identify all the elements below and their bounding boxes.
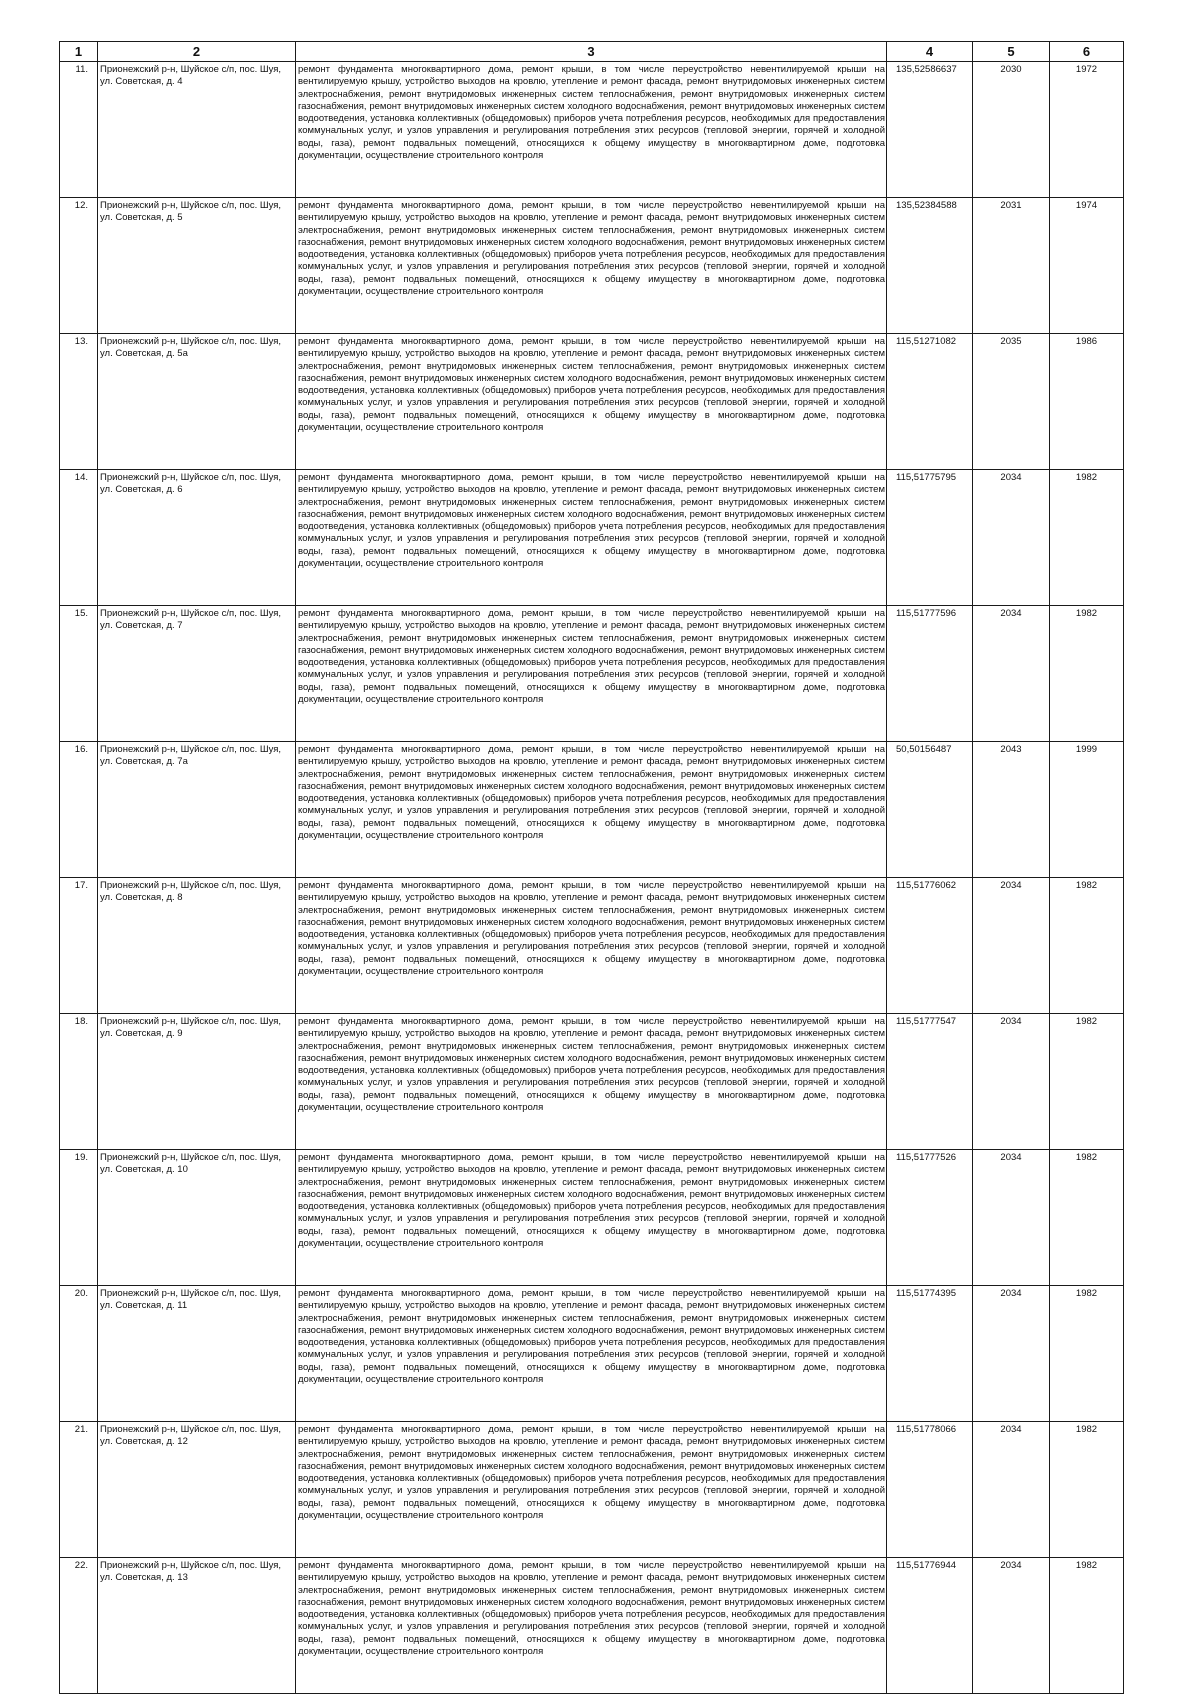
row-year-built: 1982 bbox=[1050, 606, 1124, 742]
row-year-plan: 2034 bbox=[973, 1558, 1050, 1694]
row-works: ремонт фундамента многоквартирного дома, ремонт крыши, в том числе переустройство невентилируемой крыши на вентилируемую крышу, устройство выходов на кровлю, утепление и ремонт фасада, ремонт внутридомовых инженерных систем электроснабжения, ремонт внутридомовых инженерных систем теплоснабжения, ремонт внутридомовых инженерных систем газоснабжения, ремонт внутридомовых инженерных систем холодного водоснабжения, ремонт внутридомовых инженерных систем водоотведения, установка коллективных (общедомовых) приборов учета потребления ресурсов, необходимых для предоставления коммунальных услуг, и узлов управления и регулирования потребления этих ресурсов (тепловой энергии, горячей и холодной воды, газа), ремонт подвальных помещений, относящихся к общему имуществу в многоквартирном доме, подготовка документации, осуществление строительного контроля bbox=[296, 334, 887, 470]
row-works: ремонт фундамента многоквартирного дома, ремонт крыши, в том числе переустройство невентилируемой крыши на вентилируемую крышу, устройство выходов на кровлю, утепление и ремонт фасада, ремонт внутридомовых инженерных систем электроснабжения, ремонт внутридомовых инженерных систем теплоснабжения, ремонт внутридомовых инженерных систем газоснабжения, ремонт внутридомовых инженерных систем холодного водоснабжения, ремонт внутридомовых инженерных систем водоотведения, установка коллективных (общедомовых) приборов учета потребления ресурсов, необходимых для предоставления коммунальных услуг, и узлов управления и регулирования потребления этих ресурсов (тепловой энергии, горячей и холодной воды, газа), ремонт подвальных помещений, относящихся к общему имуществу в многоквартирном доме, подготовка документации, осуществление строительного контроля bbox=[296, 742, 887, 878]
row-address: Прионежский р-н, Шуйское с/п, пос. Шуя, ул. Советская, д. 8 bbox=[98, 878, 296, 1014]
row-year-built: 1982 bbox=[1050, 1286, 1124, 1422]
row-year-plan: 2034 bbox=[973, 1422, 1050, 1558]
row-value: 115,51271082 bbox=[887, 334, 973, 470]
row-year-plan: 2034 bbox=[973, 1286, 1050, 1422]
row-year-plan: 2034 bbox=[973, 1150, 1050, 1286]
table-row bbox=[60, 334, 1124, 470]
row-value: 135,52586637 bbox=[887, 62, 973, 198]
row-number: 22. bbox=[60, 1558, 98, 1694]
row-year-plan: 2034 bbox=[973, 606, 1050, 742]
row-works: ремонт фундамента многоквартирного дома, ремонт крыши, в том числе переустройство невентилируемой крыши на вентилируемую крышу, устройство выходов на кровлю, утепление и ремонт фасада, ремонт внутридомовых инженерных систем электроснабжения, ремонт внутридомовых инженерных систем теплоснабжения, ремонт внутридомовых инженерных систем газоснабжения, ремонт внутридомовых инженерных систем холодного водоснабжения, ремонт внутридомовых инженерных систем водоотведения, установка коллективных (общедомовых) приборов учета потребления ресурсов, необходимых для предоставления коммунальных услуг, и узлов управления и регулирования потребления этих ресурсов (тепловой энергии, горячей и холодной воды, газа), ремонт подвальных помещений, относящихся к общему имуществу в многоквартирном доме, подготовка документации, осуществление строительного контроля bbox=[296, 470, 887, 606]
table-body bbox=[60, 62, 1124, 1694]
row-year-plan: 2035 bbox=[973, 334, 1050, 470]
row-address: Прионежский р-н, Шуйское с/п, пос. Шуя, ул. Советская, д. 12 bbox=[98, 1422, 296, 1558]
row-address: Прионежский р-н, Шуйское с/п, пос. Шуя, ул. Советская, д. 13 bbox=[98, 1558, 296, 1694]
row-works: ремонт фундамента многоквартирного дома, ремонт крыши, в том числе переустройство невентилируемой крыши на вентилируемую крышу, устройство выходов на кровлю, утепление и ремонт фасада, ремонт внутридомовых инженерных систем электроснабжения, ремонт внутридомовых инженерных систем теплоснабжения, ремонт внутридомовых инженерных систем газоснабжения, ремонт внутридомовых инженерных систем холодного водоснабжения, ремонт внутридомовых инженерных систем водоотведения, установка коллективных (общедомовых) приборов учета потребления ресурсов, необходимых для предоставления коммунальных услуг, и узлов управления и регулирования потребления этих ресурсов (тепловой энергии, горячей и холодной воды, газа), ремонт подвальных помещений, относящихся к общему имуществу в многоквартирном доме, подготовка документации, осуществление строительного контроля bbox=[296, 198, 887, 334]
row-year-built: 1982 bbox=[1050, 1422, 1124, 1558]
row-year-plan: 2031 bbox=[973, 198, 1050, 334]
row-value: 135,52384588 bbox=[887, 198, 973, 334]
row-number: 21. bbox=[60, 1422, 98, 1558]
table-header bbox=[60, 42, 1124, 62]
header-row bbox=[60, 42, 1124, 62]
row-works: ремонт фундамента многоквартирного дома, ремонт крыши, в том числе переустройство невентилируемой крыши на вентилируемую крышу, устройство выходов на кровлю, утепление и ремонт фасада, ремонт внутридомовых инженерных систем электроснабжения, ремонт внутридомовых инженерных систем теплоснабжения, ремонт внутридомовых инженерных систем газоснабжения, ремонт внутридомовых инженерных систем холодного водоснабжения, ремонт внутридомовых инженерных систем водоотведения, установка коллективных (общедомовых) приборов учета потребления ресурсов, необходимых для предоставления коммунальных услуг, и узлов управления и регулирования потребления этих ресурсов (тепловой энергии, горячей и холодной воды, газа), ремонт подвальных помещений, относящихся к общему имуществу в многоквартирном доме, подготовка документации, осуществление строительного контроля bbox=[296, 878, 887, 1014]
row-number: 15. bbox=[60, 606, 98, 742]
row-year-plan: 2030 bbox=[973, 62, 1050, 198]
row-value: 50,50156487 bbox=[887, 742, 973, 878]
row-year-built: 1982 bbox=[1050, 878, 1124, 1014]
row-number: 16. bbox=[60, 742, 98, 878]
row-number: 13. bbox=[60, 334, 98, 470]
row-value: 115,51777526 bbox=[887, 1150, 973, 1286]
row-address: Прионежский р-н, Шуйское с/п, пос. Шуя, ул. Советская, д. 9 bbox=[98, 1014, 296, 1150]
header-col-3: 3 bbox=[296, 42, 887, 62]
table-row bbox=[60, 878, 1124, 1014]
table-row bbox=[60, 1150, 1124, 1286]
row-number: 20. bbox=[60, 1286, 98, 1422]
row-value: 115,51776062 bbox=[887, 878, 973, 1014]
header-col-1: 1 bbox=[60, 42, 98, 62]
row-address: Прионежский р-н, Шуйское с/п, пос. Шуя, ул. Советская, д. 4 bbox=[98, 62, 296, 198]
row-year-plan: 2034 bbox=[973, 470, 1050, 606]
row-works: ремонт фундамента многоквартирного дома, ремонт крыши, в том числе переустройство невентилируемой крыши на вентилируемую крышу, устройство выходов на кровлю, утепление и ремонт фасада, ремонт внутридомовых инженерных систем электроснабжения, ремонт внутридомовых инженерных систем теплоснабжения, ремонт внутридомовых инженерных систем газоснабжения, ремонт внутридомовых инженерных систем холодного водоснабжения, ремонт внутридомовых инженерных систем водоотведения, установка коллективных (общедомовых) приборов учета потребления ресурсов, необходимых для предоставления коммунальных услуг, и узлов управления и регулирования потребления этих ресурсов (тепловой энергии, горячей и холодной воды, газа), ремонт подвальных помещений, относящихся к общему имуществу в многоквартирном доме, подготовка документации, осуществление строительного контроля bbox=[296, 1014, 887, 1150]
row-year-built: 1982 bbox=[1050, 1014, 1124, 1150]
table-row bbox=[60, 470, 1124, 606]
row-number: 11. bbox=[60, 62, 98, 198]
row-year-plan: 2034 bbox=[973, 878, 1050, 1014]
row-value: 115,51774395 bbox=[887, 1286, 973, 1422]
table-row bbox=[60, 742, 1124, 878]
row-works: ремонт фундамента многоквартирного дома, ремонт крыши, в том числе переустройство невентилируемой крыши на вентилируемую крышу, устройство выходов на кровлю, утепление и ремонт фасада, ремонт внутридомовых инженерных систем электроснабжения, ремонт внутридомовых инженерных систем теплоснабжения, ремонт внутридомовых инженерных систем газоснабжения, ремонт внутридомовых инженерных систем холодного водоснабжения, ремонт внутридомовых инженерных систем водоотведения, установка коллективных (общедомовых) приборов учета потребления ресурсов, необходимых для предоставления коммунальных услуг, и узлов управления и регулирования потребления этих ресурсов (тепловой энергии, горячей и холодной воды, газа), ремонт подвальных помещений, относящихся к общему имуществу в многоквартирном доме, подготовка документации, осуществление строительного контроля bbox=[296, 1150, 887, 1286]
row-year-built: 1972 bbox=[1050, 62, 1124, 198]
row-value: 115,51775795 bbox=[887, 470, 973, 606]
header-col-6: 6 bbox=[1050, 42, 1124, 62]
row-address: Прионежский р-н, Шуйское с/п, пос. Шуя, ул. Советская, д. 10 bbox=[98, 1150, 296, 1286]
row-number: 17. bbox=[60, 878, 98, 1014]
row-year-plan: 2034 bbox=[973, 1014, 1050, 1150]
row-value: 115,51777596 bbox=[887, 606, 973, 742]
row-address: Прионежский р-н, Шуйское с/п, пос. Шуя, ул. Советская, д. 7 bbox=[98, 606, 296, 742]
table-row bbox=[60, 62, 1124, 198]
row-address: Прионежский р-н, Шуйское с/п, пос. Шуя, ул. Советская, д. 7а bbox=[98, 742, 296, 878]
table-row bbox=[60, 1286, 1124, 1422]
row-year-built: 1999 bbox=[1050, 742, 1124, 878]
header-col-4: 4 bbox=[887, 42, 973, 62]
row-year-plan: 2043 bbox=[973, 742, 1050, 878]
table-row bbox=[60, 606, 1124, 742]
row-works: ремонт фундамента многоквартирного дома, ремонт крыши, в том числе переустройство невентилируемой крыши на вентилируемую крышу, устройство выходов на кровлю, утепление и ремонт фасада, ремонт внутридомовых инженерных систем электроснабжения, ремонт внутридомовых инженерных систем теплоснабжения, ремонт внутридомовых инженерных систем газоснабжения, ремонт внутридомовых инженерных систем холодного водоснабжения, ремонт внутридомовых инженерных систем водоотведения, установка коллективных (общедомовых) приборов учета потребления ресурсов, необходимых для предоставления коммунальных услуг, и узлов управления и регулирования потребления этих ресурсов (тепловой энергии, горячей и холодной воды, газа), ремонт подвальных помещений, относящихся к общему имуществу в многоквартирном доме, подготовка документации, осуществление строительного контроля bbox=[296, 62, 887, 198]
row-value: 115,51778066 bbox=[887, 1422, 973, 1558]
table-row bbox=[60, 1014, 1124, 1150]
row-works: ремонт фундамента многоквартирного дома, ремонт крыши, в том числе переустройство невентилируемой крыши на вентилируемую крышу, устройство выходов на кровлю, утепление и ремонт фасада, ремонт внутридомовых инженерных систем электроснабжения, ремонт внутридомовых инженерных систем теплоснабжения, ремонт внутридомовых инженерных систем газоснабжения, ремонт внутридомовых инженерных систем холодного водоснабжения, ремонт внутридомовых инженерных систем водоотведения, установка коллективных (общедомовых) приборов учета потребления ресурсов, необходимых для предоставления коммунальных услуг, и узлов управления и регулирования потребления этих ресурсов (тепловой энергии, горячей и холодной воды, газа), ремонт подвальных помещений, относящихся к общему имуществу в многоквартирном доме, подготовка документации, осуществление строительного контроля bbox=[296, 1286, 887, 1422]
table-row bbox=[60, 1558, 1124, 1694]
row-address: Прионежский р-н, Шуйское с/п, пос. Шуя, ул. Советская, д. 11 bbox=[98, 1286, 296, 1422]
row-works: ремонт фундамента многоквартирного дома, ремонт крыши, в том числе переустройство невентилируемой крыши на вентилируемую крышу, устройство выходов на кровлю, утепление и ремонт фасада, ремонт внутридомовых инженерных систем электроснабжения, ремонт внутридомовых инженерных систем теплоснабжения, ремонт внутридомовых инженерных систем газоснабжения, ремонт внутридомовых инженерных систем холодного водоснабжения, ремонт внутридомовых инженерных систем водоотведения, установка коллективных (общедомовых) приборов учета потребления ресурсов, необходимых для предоставления коммунальных услуг, и узлов управления и регулирования потребления этих ресурсов (тепловой энергии, горячей и холодной воды, газа), ремонт подвальных помещений, относящихся к общему имуществу в многоквартирном доме, подготовка документации, осуществление строительного контроля bbox=[296, 1558, 887, 1694]
row-year-built: 1986 bbox=[1050, 334, 1124, 470]
row-works: ремонт фундамента многоквартирного дома, ремонт крыши, в том числе переустройство невентилируемой крыши на вентилируемую крышу, устройство выходов на кровлю, утепление и ремонт фасада, ремонт внутридомовых инженерных систем электроснабжения, ремонт внутридомовых инженерных систем теплоснабжения, ремонт внутридомовых инженерных систем газоснабжения, ремонт внутридомовых инженерных систем холодного водоснабжения, ремонт внутридомовых инженерных систем водоотведения, установка коллективных (общедомовых) приборов учета потребления ресурсов, необходимых для предоставления коммунальных услуг, и узлов управления и регулирования потребления этих ресурсов (тепловой энергии, горячей и холодной воды, газа), ремонт подвальных помещений, относящихся к общему имуществу в многоквартирном доме, подготовка документации, осуществление строительного контроля bbox=[296, 606, 887, 742]
repair-schedule-table bbox=[59, 41, 1124, 1694]
table-row bbox=[60, 1422, 1124, 1558]
row-address: Прионежский р-н, Шуйское с/п, пос. Шуя, ул. Советская, д. 6 bbox=[98, 470, 296, 606]
row-value: 115,51776944 bbox=[887, 1558, 973, 1694]
header-col-2: 2 bbox=[98, 42, 296, 62]
row-number: 19. bbox=[60, 1150, 98, 1286]
row-year-built: 1982 bbox=[1050, 470, 1124, 606]
row-address: Прионежский р-н, Шуйское с/п, пос. Шуя, ул. Советская, д. 5а bbox=[98, 334, 296, 470]
table-row bbox=[60, 198, 1124, 334]
row-address: Прионежский р-н, Шуйское с/п, пос. Шуя, ул. Советская, д. 5 bbox=[98, 198, 296, 334]
row-works: ремонт фундамента многоквартирного дома, ремонт крыши, в том числе переустройство невентилируемой крыши на вентилируемую крышу, устройство выходов на кровлю, утепление и ремонт фасада, ремонт внутридомовых инженерных систем электроснабжения, ремонт внутридомовых инженерных систем теплоснабжения, ремонт внутридомовых инженерных систем газоснабжения, ремонт внутридомовых инженерных систем холодного водоснабжения, ремонт внутридомовых инженерных систем водоотведения, установка коллективных (общедомовых) приборов учета потребления ресурсов, необходимых для предоставления коммунальных услуг, и узлов управления и регулирования потребления этих ресурсов (тепловой энергии, горячей и холодной воды, газа), ремонт подвальных помещений, относящихся к общему имуществу в многоквартирном доме, подготовка документации, осуществление строительного контроля bbox=[296, 1422, 887, 1558]
row-number: 18. bbox=[60, 1014, 98, 1150]
row-year-built: 1974 bbox=[1050, 198, 1124, 334]
row-value: 115,51777547 bbox=[887, 1014, 973, 1150]
row-number: 14. bbox=[60, 470, 98, 606]
row-year-built: 1982 bbox=[1050, 1558, 1124, 1694]
row-number: 12. bbox=[60, 198, 98, 334]
row-year-built: 1982 bbox=[1050, 1150, 1124, 1286]
header-col-5: 5 bbox=[973, 42, 1050, 62]
